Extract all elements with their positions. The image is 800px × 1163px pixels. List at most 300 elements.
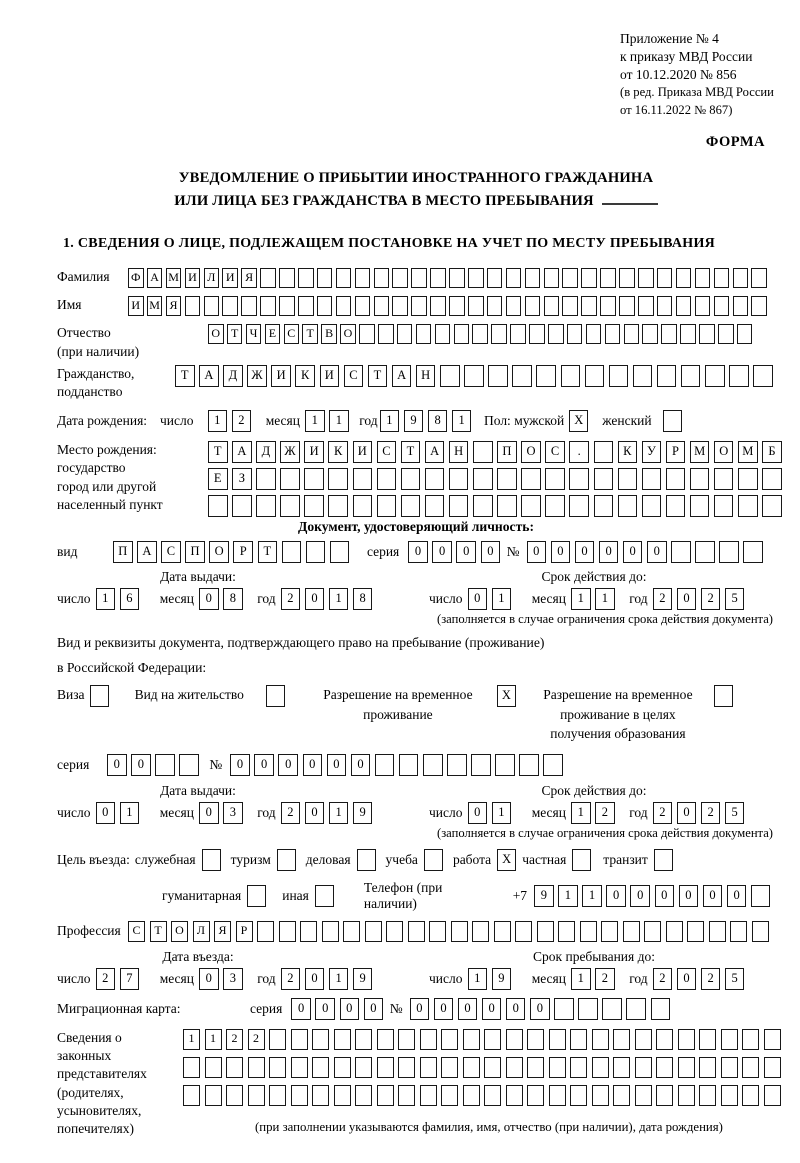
char-cell[interactable]: 1 (492, 588, 512, 610)
char-cell[interactable] (714, 296, 730, 316)
char-cell[interactable] (549, 1029, 566, 1050)
char-cell[interactable] (205, 1085, 222, 1106)
char-cell[interactable] (208, 495, 228, 517)
char-cell[interactable] (695, 268, 711, 288)
char-cell[interactable] (298, 296, 314, 316)
char-cell[interactable]: Т (302, 324, 318, 344)
char-cell[interactable]: 0 (305, 802, 325, 824)
char-cell[interactable]: З (232, 468, 252, 490)
char-cell[interactable]: 3 (223, 968, 243, 990)
char-cell[interactable] (764, 1085, 781, 1106)
char-cell[interactable] (205, 1057, 222, 1078)
char-cell[interactable]: 0 (254, 754, 274, 776)
char-cell[interactable]: 9 (404, 410, 424, 432)
char-cell[interactable]: 1 (329, 968, 349, 990)
char-cell[interactable] (377, 495, 397, 517)
char-cell[interactable] (282, 541, 302, 563)
char-cell[interactable]: 0 (551, 541, 571, 563)
char-cell[interactable]: 1 (205, 1029, 222, 1050)
char-cell[interactable]: 0 (679, 885, 699, 907)
purpose-study-checkbox[interactable] (424, 849, 443, 871)
temp-residence-education-checkbox[interactable] (714, 685, 733, 707)
char-cell[interactable]: А (199, 365, 219, 387)
char-cell[interactable] (374, 296, 390, 316)
char-cell[interactable] (544, 296, 560, 316)
char-cell[interactable] (420, 1085, 437, 1106)
char-cell[interactable] (386, 921, 403, 942)
char-cell[interactable]: 0 (727, 885, 747, 907)
char-cell[interactable] (752, 921, 769, 942)
char-cell[interactable] (430, 296, 446, 316)
char-cell[interactable] (644, 921, 661, 942)
char-cell[interactable] (183, 1085, 200, 1106)
char-cell[interactable]: Т (150, 921, 167, 942)
char-cell[interactable] (420, 1029, 437, 1050)
char-cell[interactable] (248, 1057, 265, 1078)
char-cell[interactable] (232, 495, 252, 517)
char-cell[interactable] (602, 998, 622, 1020)
char-cell[interactable] (699, 1057, 716, 1078)
char-cell[interactable] (570, 1057, 587, 1078)
char-cell[interactable] (317, 268, 333, 288)
char-cell[interactable] (322, 921, 339, 942)
char-cell[interactable]: 6 (120, 588, 140, 610)
char-cell[interactable] (473, 495, 493, 517)
char-cell[interactable] (300, 921, 317, 942)
char-cell[interactable]: О (714, 441, 734, 463)
purpose-tourism-checkbox[interactable] (277, 849, 296, 871)
char-cell[interactable]: 2 (281, 968, 301, 990)
char-cell[interactable] (580, 921, 597, 942)
char-cell[interactable]: 0 (408, 541, 428, 563)
char-cell[interactable] (657, 296, 673, 316)
char-cell[interactable]: Л (204, 268, 220, 288)
char-cell[interactable] (257, 921, 274, 942)
char-cell[interactable] (441, 1085, 458, 1106)
char-cell[interactable]: 1 (305, 410, 325, 432)
char-cell[interactable] (447, 754, 467, 776)
char-cell[interactable] (690, 495, 710, 517)
char-cell[interactable] (312, 1057, 329, 1078)
char-cell[interactable] (738, 468, 758, 490)
char-cell[interactable]: 1 (208, 410, 228, 432)
char-cell[interactable]: 1 (582, 885, 602, 907)
char-cell[interactable] (416, 324, 432, 344)
char-cell[interactable]: 2 (96, 968, 116, 990)
char-cell[interactable] (226, 1057, 243, 1078)
char-cell[interactable] (676, 268, 692, 288)
char-cell[interactable] (226, 1085, 243, 1106)
char-cell[interactable]: 0 (340, 998, 360, 1020)
char-cell[interactable]: 0 (305, 588, 325, 610)
char-cell[interactable] (269, 1085, 286, 1106)
char-cell[interactable] (671, 541, 691, 563)
char-cell[interactable]: К (618, 441, 638, 463)
char-cell[interactable] (488, 365, 508, 387)
char-cell[interactable] (353, 468, 373, 490)
char-cell[interactable] (506, 1085, 523, 1106)
char-cell[interactable] (527, 1029, 544, 1050)
char-cell[interactable] (312, 1029, 329, 1050)
char-cell[interactable] (425, 468, 445, 490)
char-cell[interactable] (336, 268, 352, 288)
char-cell[interactable] (651, 998, 671, 1020)
char-cell[interactable]: Т (258, 541, 278, 563)
char-cell[interactable] (449, 268, 465, 288)
char-cell[interactable] (613, 1057, 630, 1078)
char-cell[interactable]: 2 (595, 968, 615, 990)
char-cell[interactable] (623, 921, 640, 942)
char-cell[interactable] (592, 1057, 609, 1078)
char-cell[interactable] (738, 495, 758, 517)
char-cell[interactable] (714, 495, 734, 517)
char-cell[interactable] (613, 1029, 630, 1050)
char-cell[interactable] (753, 365, 773, 387)
char-cell[interactable]: 1 (329, 588, 349, 610)
char-cell[interactable]: . (569, 441, 589, 463)
char-cell[interactable] (626, 998, 646, 1020)
char-cell[interactable] (441, 1057, 458, 1078)
char-cell[interactable]: 8 (353, 588, 373, 610)
char-cell[interactable]: 2 (281, 588, 301, 610)
char-cell[interactable] (751, 885, 771, 907)
char-cell[interactable]: 0 (530, 998, 550, 1020)
char-cell[interactable] (592, 1029, 609, 1050)
char-cell[interactable] (699, 324, 715, 344)
char-cell[interactable]: Д (256, 441, 276, 463)
char-cell[interactable] (618, 468, 638, 490)
char-cell[interactable]: И (353, 441, 373, 463)
char-cell[interactable] (449, 495, 469, 517)
char-cell[interactable]: С (128, 921, 145, 942)
char-cell[interactable]: 1 (571, 802, 591, 824)
char-cell[interactable] (401, 468, 421, 490)
char-cell[interactable] (399, 754, 419, 776)
char-cell[interactable]: 1 (571, 968, 591, 990)
char-cell[interactable] (519, 754, 539, 776)
char-cell[interactable]: 0 (199, 968, 219, 990)
char-cell[interactable] (241, 296, 257, 316)
char-cell[interactable]: А (147, 268, 163, 288)
char-cell[interactable] (729, 365, 749, 387)
char-cell[interactable] (312, 1085, 329, 1106)
char-cell[interactable] (355, 1085, 372, 1106)
char-cell[interactable] (666, 468, 686, 490)
char-cell[interactable] (506, 296, 522, 316)
char-cell[interactable] (525, 268, 541, 288)
char-cell[interactable]: 9 (353, 802, 373, 824)
char-cell[interactable]: М (690, 441, 710, 463)
char-cell[interactable]: 5 (725, 802, 745, 824)
char-cell[interactable] (473, 441, 493, 463)
char-cell[interactable] (638, 268, 654, 288)
char-cell[interactable]: Б (762, 441, 782, 463)
char-cell[interactable]: 0 (575, 541, 595, 563)
char-cell[interactable] (468, 268, 484, 288)
char-cell[interactable] (743, 541, 763, 563)
char-cell[interactable] (510, 324, 526, 344)
char-cell[interactable]: У (642, 441, 662, 463)
char-cell[interactable]: Т (227, 324, 243, 344)
char-cell[interactable] (497, 495, 517, 517)
char-cell[interactable]: С (344, 365, 364, 387)
char-cell[interactable] (260, 268, 276, 288)
char-cell[interactable] (609, 365, 629, 387)
char-cell[interactable] (374, 268, 390, 288)
char-cell[interactable] (449, 296, 465, 316)
char-cell[interactable] (280, 468, 300, 490)
char-cell[interactable]: 0 (527, 541, 547, 563)
char-cell[interactable] (377, 468, 397, 490)
char-cell[interactable]: О (521, 441, 541, 463)
char-cell[interactable] (463, 1057, 480, 1078)
char-cell[interactable] (635, 1029, 652, 1050)
char-cell[interactable] (248, 1085, 265, 1106)
char-cell[interactable] (687, 921, 704, 942)
char-cell[interactable] (398, 1085, 415, 1106)
char-cell[interactable] (304, 468, 324, 490)
char-cell[interactable] (256, 468, 276, 490)
char-cell[interactable] (730, 921, 747, 942)
char-cell[interactable] (635, 1057, 652, 1078)
char-cell[interactable]: 2 (653, 588, 673, 610)
char-cell[interactable] (328, 495, 348, 517)
char-cell[interactable] (635, 1085, 652, 1106)
char-cell[interactable] (179, 754, 199, 776)
char-cell[interactable] (709, 921, 726, 942)
char-cell[interactable]: С (161, 541, 181, 563)
char-cell[interactable] (487, 268, 503, 288)
char-cell[interactable]: О (209, 541, 229, 563)
purpose-transit-checkbox[interactable] (654, 849, 673, 871)
char-cell[interactable]: Ч (246, 324, 262, 344)
char-cell[interactable]: И (271, 365, 291, 387)
char-cell[interactable] (512, 365, 532, 387)
char-cell[interactable] (592, 1085, 609, 1106)
char-cell[interactable]: 0 (107, 754, 127, 776)
char-cell[interactable]: Ж (280, 441, 300, 463)
char-cell[interactable] (473, 468, 493, 490)
char-cell[interactable] (678, 1029, 695, 1050)
char-cell[interactable] (605, 324, 621, 344)
char-cell[interactable]: С (284, 324, 300, 344)
char-cell[interactable] (484, 1057, 501, 1078)
char-cell[interactable] (680, 324, 696, 344)
char-cell[interactable] (343, 921, 360, 942)
purpose-business-checkbox[interactable] (357, 849, 376, 871)
char-cell[interactable]: О (171, 921, 188, 942)
char-cell[interactable] (423, 754, 443, 776)
char-cell[interactable] (306, 541, 326, 563)
char-cell[interactable] (666, 495, 686, 517)
char-cell[interactable]: 9 (492, 968, 512, 990)
char-cell[interactable]: 3 (223, 802, 243, 824)
char-cell[interactable]: Р (236, 921, 253, 942)
char-cell[interactable] (721, 1057, 738, 1078)
char-cell[interactable]: Т (368, 365, 388, 387)
char-cell[interactable] (657, 268, 673, 288)
char-cell[interactable]: 0 (458, 998, 478, 1020)
char-cell[interactable]: А (232, 441, 252, 463)
char-cell[interactable] (472, 921, 489, 942)
char-cell[interactable]: Е (265, 324, 281, 344)
char-cell[interactable]: Р (233, 541, 253, 563)
char-cell[interactable] (642, 468, 662, 490)
char-cell[interactable]: 0 (351, 754, 371, 776)
char-cell[interactable] (690, 468, 710, 490)
sex-male-checkbox[interactable]: X (569, 410, 588, 432)
char-cell[interactable]: Н (449, 441, 469, 463)
char-cell[interactable]: П (185, 541, 205, 563)
char-cell[interactable] (545, 468, 565, 490)
char-cell[interactable]: О (208, 324, 224, 344)
char-cell[interactable] (269, 1057, 286, 1078)
char-cell[interactable] (601, 921, 618, 942)
char-cell[interactable]: 8 (428, 410, 448, 432)
char-cell[interactable] (260, 296, 276, 316)
char-cell[interactable] (355, 296, 371, 316)
char-cell[interactable] (317, 296, 333, 316)
char-cell[interactable] (751, 296, 767, 316)
char-cell[interactable]: И (185, 268, 201, 288)
char-cell[interactable] (570, 1085, 587, 1106)
char-cell[interactable]: Е (208, 468, 228, 490)
char-cell[interactable]: 2 (232, 410, 252, 432)
char-cell[interactable]: 1 (571, 588, 591, 610)
char-cell[interactable] (678, 1085, 695, 1106)
char-cell[interactable]: 0 (655, 885, 675, 907)
char-cell[interactable] (420, 1057, 437, 1078)
char-cell[interactable]: Я (166, 296, 182, 316)
char-cell[interactable]: 5 (725, 968, 745, 990)
purpose-humanitarian-checkbox[interactable] (247, 885, 266, 907)
char-cell[interactable] (581, 296, 597, 316)
char-cell[interactable]: 2 (595, 802, 615, 824)
char-cell[interactable] (561, 365, 581, 387)
char-cell[interactable]: 0 (131, 754, 151, 776)
char-cell[interactable] (506, 268, 522, 288)
char-cell[interactable] (494, 921, 511, 942)
char-cell[interactable] (429, 921, 446, 942)
char-cell[interactable] (642, 495, 662, 517)
char-cell[interactable] (733, 296, 749, 316)
char-cell[interactable] (334, 1057, 351, 1078)
char-cell[interactable] (578, 998, 598, 1020)
char-cell[interactable]: Т (401, 441, 421, 463)
char-cell[interactable] (762, 495, 782, 517)
char-cell[interactable] (449, 468, 469, 490)
char-cell[interactable]: И (128, 296, 144, 316)
char-cell[interactable]: 1 (329, 802, 349, 824)
char-cell[interactable]: 1 (452, 410, 472, 432)
char-cell[interactable] (558, 921, 575, 942)
char-cell[interactable] (569, 495, 589, 517)
char-cell[interactable]: Д (223, 365, 243, 387)
char-cell[interactable]: 0 (315, 998, 335, 1020)
char-cell[interactable] (764, 1029, 781, 1050)
char-cell[interactable]: С (545, 441, 565, 463)
char-cell[interactable] (705, 365, 725, 387)
purpose-other-checkbox[interactable] (315, 885, 334, 907)
purpose-official-checkbox[interactable] (202, 849, 221, 871)
char-cell[interactable] (334, 1029, 351, 1050)
char-cell[interactable] (334, 1085, 351, 1106)
char-cell[interactable] (359, 324, 375, 344)
char-cell[interactable]: 5 (725, 588, 745, 610)
char-cell[interactable]: Ф (128, 268, 144, 288)
char-cell[interactable] (695, 541, 715, 563)
char-cell[interactable] (355, 268, 371, 288)
char-cell[interactable] (398, 1029, 415, 1050)
char-cell[interactable]: 9 (534, 885, 554, 907)
char-cell[interactable]: Я (241, 268, 257, 288)
char-cell[interactable] (377, 1057, 394, 1078)
char-cell[interactable]: 1 (380, 410, 400, 432)
char-cell[interactable] (681, 365, 701, 387)
char-cell[interactable] (699, 1029, 716, 1050)
char-cell[interactable] (525, 296, 541, 316)
char-cell[interactable]: П (113, 541, 133, 563)
char-cell[interactable] (718, 324, 734, 344)
char-cell[interactable] (378, 324, 394, 344)
char-cell[interactable] (464, 365, 484, 387)
char-cell[interactable] (543, 754, 563, 776)
char-cell[interactable]: 0 (434, 998, 454, 1020)
char-cell[interactable] (699, 1085, 716, 1106)
char-cell[interactable] (392, 268, 408, 288)
char-cell[interactable] (506, 1057, 523, 1078)
char-cell[interactable]: 0 (506, 998, 526, 1020)
char-cell[interactable] (279, 268, 295, 288)
char-cell[interactable] (600, 296, 616, 316)
char-cell[interactable] (567, 324, 583, 344)
char-cell[interactable]: 1 (183, 1029, 200, 1050)
char-cell[interactable]: И (320, 365, 340, 387)
purpose-private-checkbox[interactable] (572, 849, 591, 871)
char-cell[interactable] (463, 1029, 480, 1050)
char-cell[interactable] (657, 365, 677, 387)
char-cell[interactable]: 0 (482, 998, 502, 1020)
char-cell[interactable]: Т (175, 365, 195, 387)
char-cell[interactable]: 0 (432, 541, 452, 563)
char-cell[interactable] (365, 921, 382, 942)
char-cell[interactable] (554, 998, 574, 1020)
char-cell[interactable]: К (295, 365, 315, 387)
char-cell[interactable] (581, 268, 597, 288)
char-cell[interactable]: С (377, 441, 397, 463)
char-cell[interactable] (495, 754, 515, 776)
char-cell[interactable] (430, 268, 446, 288)
char-cell[interactable]: 2 (701, 968, 721, 990)
char-cell[interactable] (256, 495, 276, 517)
char-cell[interactable]: 0 (677, 802, 697, 824)
temp-residence-checkbox[interactable]: X (497, 685, 516, 707)
char-cell[interactable]: 1 (558, 885, 578, 907)
char-cell[interactable]: Т (208, 441, 228, 463)
char-cell[interactable] (398, 1057, 415, 1078)
char-cell[interactable] (656, 1057, 673, 1078)
char-cell[interactable] (676, 296, 692, 316)
char-cell[interactable] (638, 296, 654, 316)
char-cell[interactable] (425, 495, 445, 517)
char-cell[interactable] (548, 324, 564, 344)
char-cell[interactable] (762, 468, 782, 490)
char-cell[interactable]: И (304, 441, 324, 463)
char-cell[interactable] (678, 1057, 695, 1078)
char-cell[interactable] (721, 1029, 738, 1050)
char-cell[interactable]: 2 (248, 1029, 265, 1050)
char-cell[interactable] (536, 365, 556, 387)
